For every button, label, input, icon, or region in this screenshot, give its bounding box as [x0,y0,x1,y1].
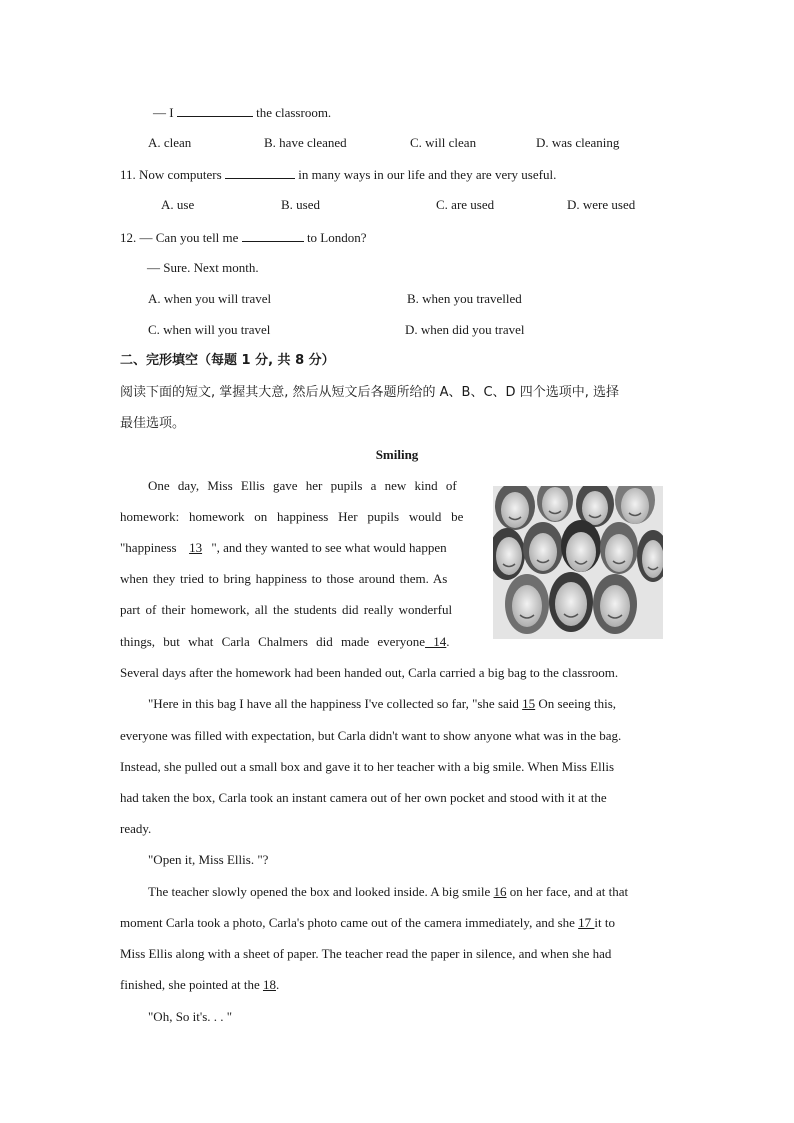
passage-text: moment Carla took a photo, Carla's photo came out of the camera immediately, and she [120,915,579,930]
q11-option-a: A. use [161,197,195,212]
passage-line-5: part of their homework, all the students did really wonderful [120,602,453,617]
passage-text: "happiness [120,540,180,555]
q12-answer: — Sure. Next month. [147,260,259,275]
blank-13: 13 [189,540,203,555]
passage-line-12: ready. [120,821,152,836]
passage-line-1 [148,477,480,495]
blank-16: 16 [493,884,507,899]
passage-text: on her face, and at that [506,884,629,899]
passage-line-2: homework: homework on happiness Her pupils would be [120,509,464,524]
passage-text: On seeing this, [535,696,617,711]
blank-17: 17 [578,915,595,930]
q12-blank [242,228,304,242]
q12-option-a: A. when you will travel [148,291,272,306]
passage-text: One day, Miss Ellis gave her pupils a new kind of [148,478,457,493]
passage-text: . [446,634,450,649]
passage-line-11: had taken the box, Carla took an instant camera out of her own pocket and stood with it at the [120,790,607,805]
q10-line-post: the classroom. [252,105,332,120]
blank-14: 14 [425,634,447,649]
blank-15: 15 [522,696,536,711]
smiling-faces-photo [493,486,663,639]
q12-option-d: D. when did you travel [405,322,525,337]
q12-option-c: C. when will you travel [148,322,271,337]
q10-option-b: B. have cleaned [264,135,347,150]
passage-line-10: Instead, she pulled out a small box and gave it to her teacher with a big smile. When Miss Ellis [120,759,615,774]
section-heading: 二、完形填空（每题 1 分, 共 8 分） [120,353,335,368]
passage-line-3 [120,539,447,557]
passage-line-7: Several days after the homework had been handed out, Carla carried a big bag to the classroom. [120,665,619,680]
q10-option-a: A. clean [148,135,192,150]
passage-text: The teacher slowly opened the box and looked inside. A big smile [148,884,494,899]
section-instruction-line1: 阅读下面的短文, 掌握其大意, 然后从短文后各题所给的 A、B、C、D 四个选项中, 选择 [120,385,619,400]
passage-line-6 [120,633,450,651]
q10-blank [177,103,253,117]
passage-line-8 [148,695,616,713]
q11-option-b: B. used [281,197,320,212]
q10-option-c: C. will clean [410,135,477,150]
passage-line-4: when they tried to bring happiness to those around them. As [120,571,448,586]
q11-blank [225,165,295,179]
passage-text: it to [594,915,616,930]
passage-line-15 [120,914,615,932]
q12-option-b: B. when you travelled [407,291,522,306]
passage-text: "Here in this bag I have all the happiness I've collected so far, "she said [148,696,523,711]
passage-text: things, but what Carla Chalmers did made everyone [120,634,426,649]
q11-stem [120,165,556,184]
passage-text: ", and they wanted to see what would happen [208,540,447,555]
q11-option-c: C. are used [436,197,495,212]
q10-line-pre: — I [153,105,177,120]
q11-stem-pre: 11. Now computers [120,167,225,182]
q12-stem-post: to London? [303,230,367,245]
q12-stem-pre: 12. — Can you tell me [120,230,242,245]
passage-line-18: "Oh, So it's. . . " [148,1009,233,1024]
section-instruction-line2: 最佳选项。 [120,416,186,431]
q11-option-d: D. were used [567,197,636,212]
passage-line-16: Miss Ellis along with a sheet of paper. The teacher read the paper in silence, and when she had [120,946,612,961]
q11-stem-post: in many ways in our life and they are very useful. [294,167,557,182]
blank-18: 18 [262,977,276,992]
passage-line-13: "Open it, Miss Ellis. "? [148,852,269,867]
passage-title: Smiling [375,447,419,462]
q12-stem [120,228,367,247]
passage-text: . [275,977,280,992]
q10-line [153,103,331,122]
passage-text: finished, she pointed at the [120,977,263,992]
passage-line-9: everyone was filled with expectation, but Carla didn't want to show anyone what was in the bag. [120,728,622,743]
passage-line-17 [120,976,279,994]
passage-line-14 [148,883,628,901]
q10-option-d: D. was cleaning [536,135,620,150]
